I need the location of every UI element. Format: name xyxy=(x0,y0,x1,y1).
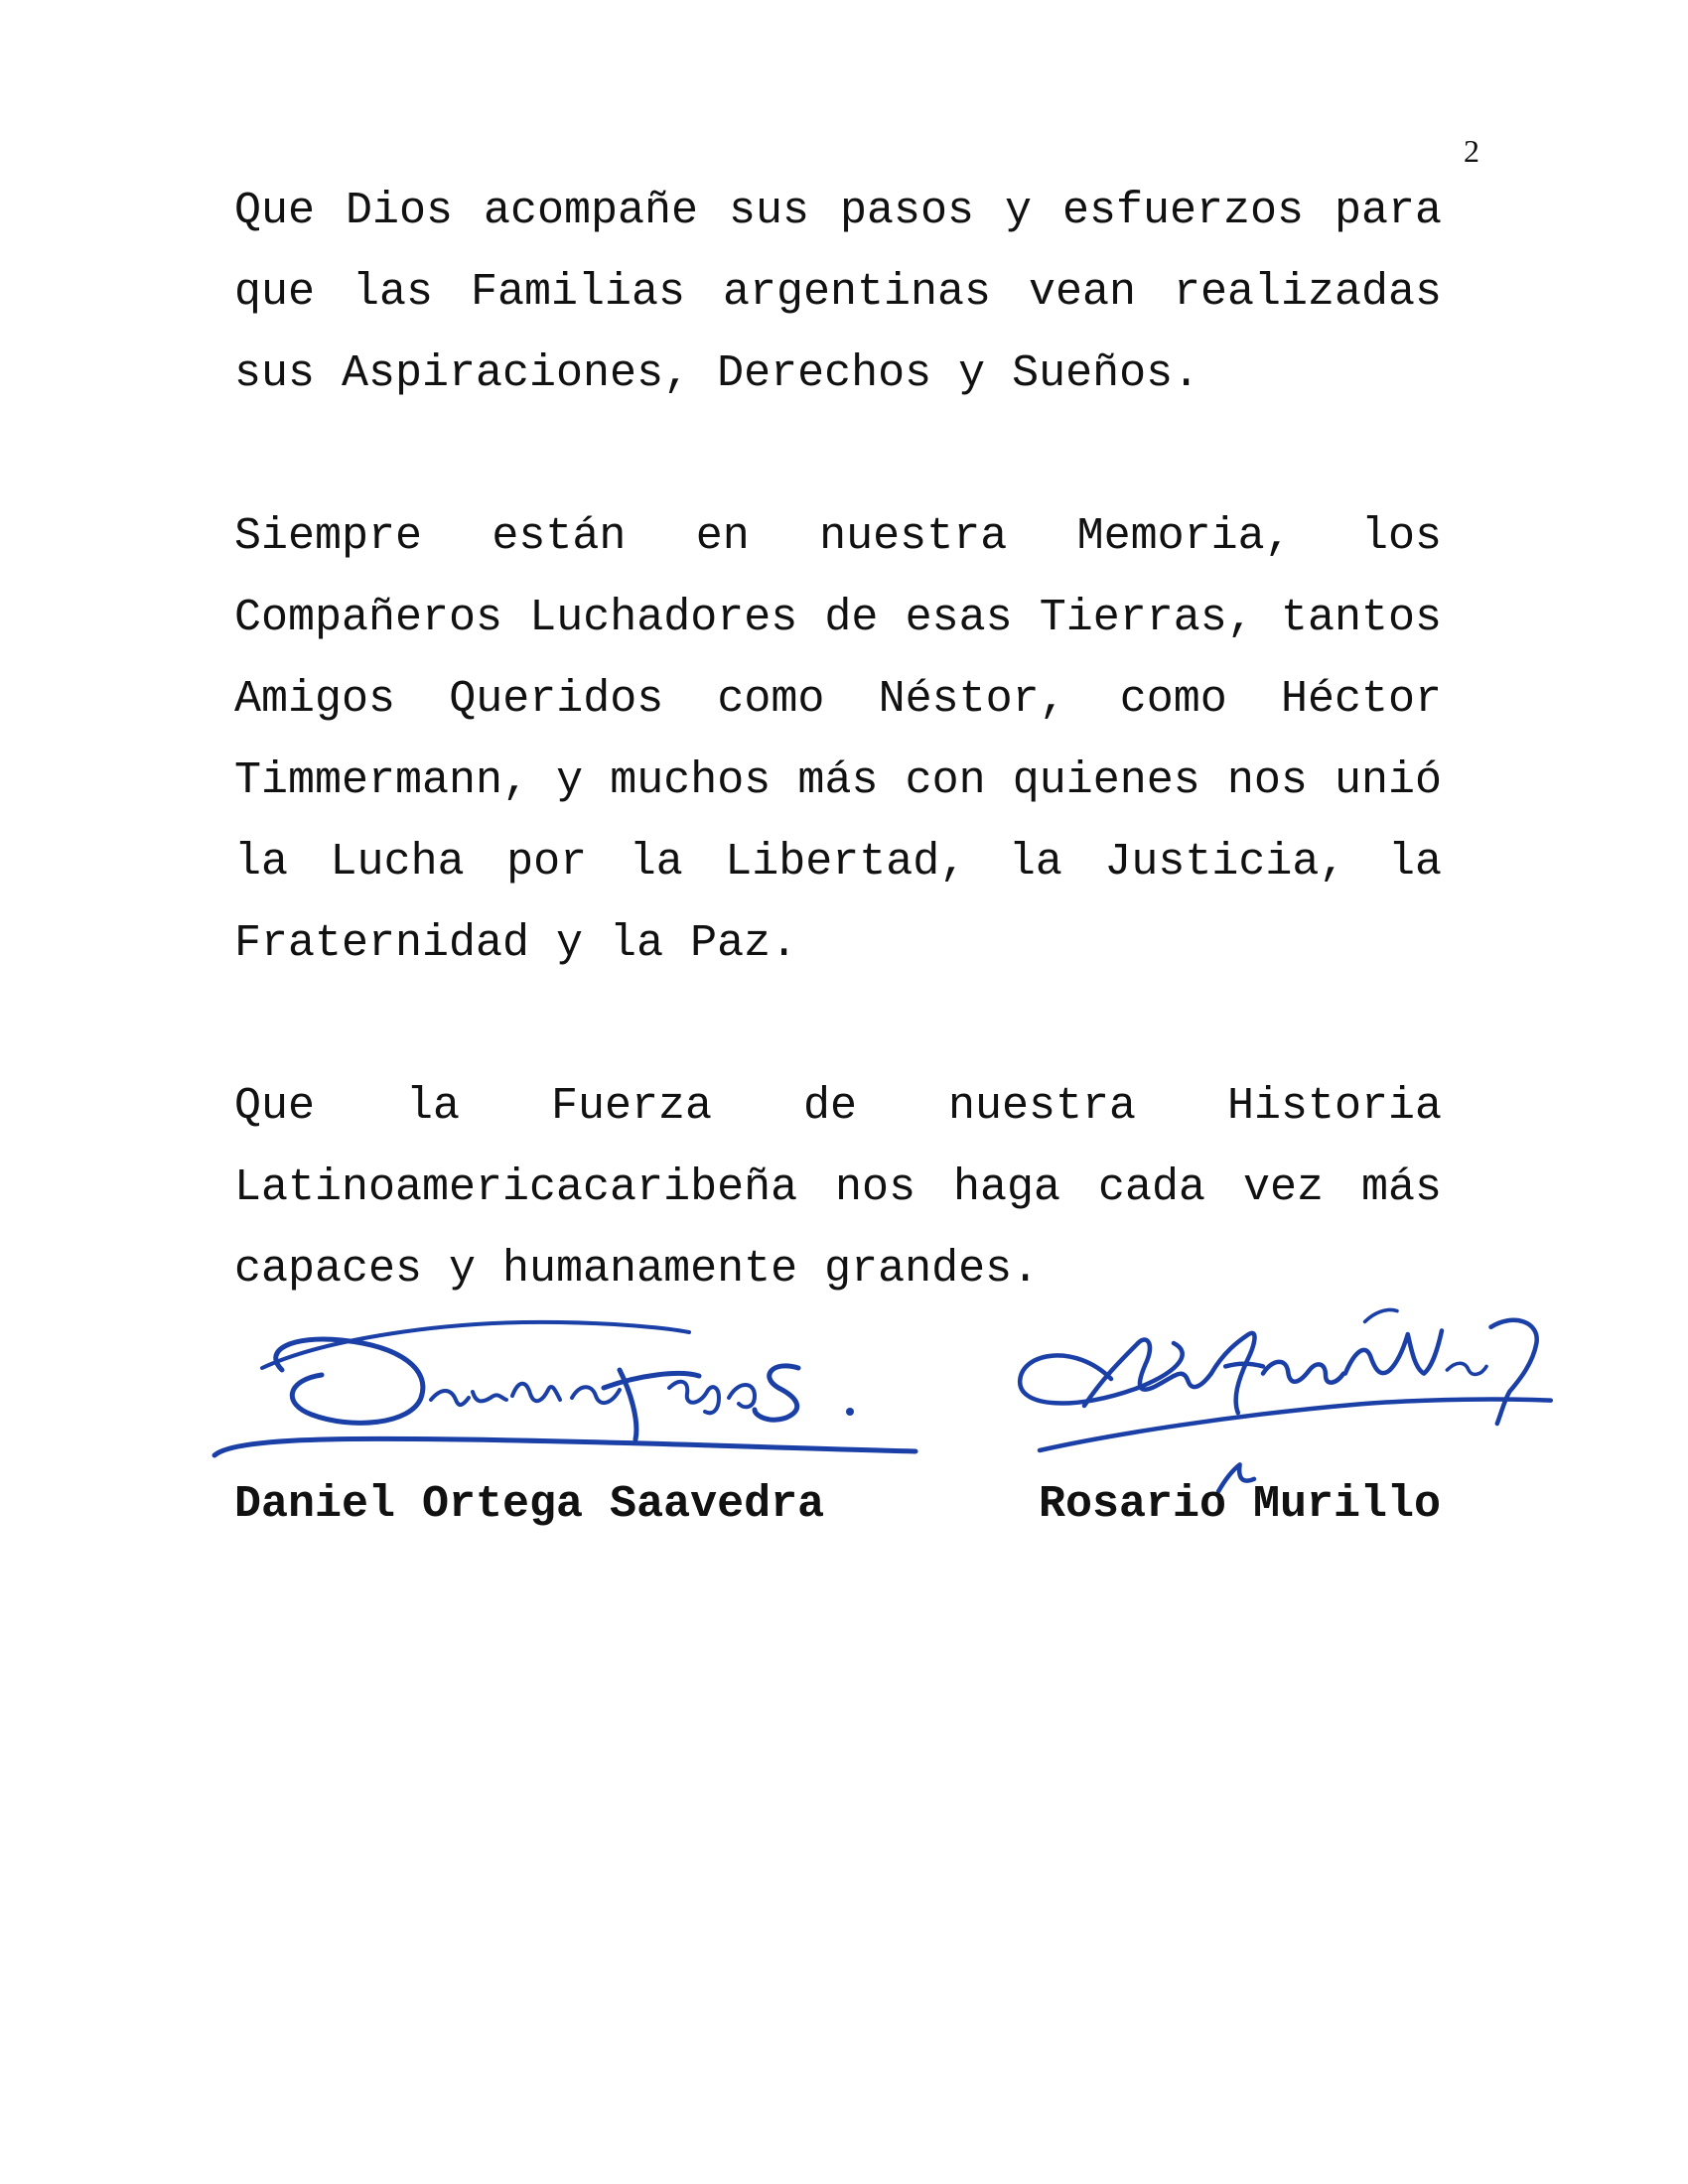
paragraph-blessing: Que Dios acompañe sus pasos y esfuerzos para que las Familias argentinas vean realizadas sus Aspiraciones, Derechos y Sueños. xyxy=(234,186,1442,399)
signatory-name-left: Daniel Ortega Saavedra xyxy=(234,1479,825,1530)
page-number: 2 xyxy=(1464,133,1479,169)
signature-dot xyxy=(846,1408,854,1416)
handwritten-signature-right xyxy=(973,1281,1589,1459)
signatory-name-right: Rosario Murillo xyxy=(1039,1479,1442,1530)
paragraph-history: Que la Fuerza de nuestra Historia Latinoamericacaribeña nos haga cada vez más capaces y humanamente grandes. xyxy=(234,1081,1442,1295)
signature-daniel-ortega xyxy=(203,1281,937,1509)
signature-rosario-murillo xyxy=(973,1281,1589,1509)
handwritten-signature-left xyxy=(203,1281,937,1459)
letter-body xyxy=(234,171,1442,1310)
paragraph-memory: Siempre están en nuestra Memoria, los Compañeros Luchadores de esas Tierras, tantos Amigos Queridos como Néstor, como Héctor Timmermann, y muchos más con quienes nos unió la Lucha por la Libertad, la Justicia, la Fraternidad y la Paz. xyxy=(234,511,1442,969)
